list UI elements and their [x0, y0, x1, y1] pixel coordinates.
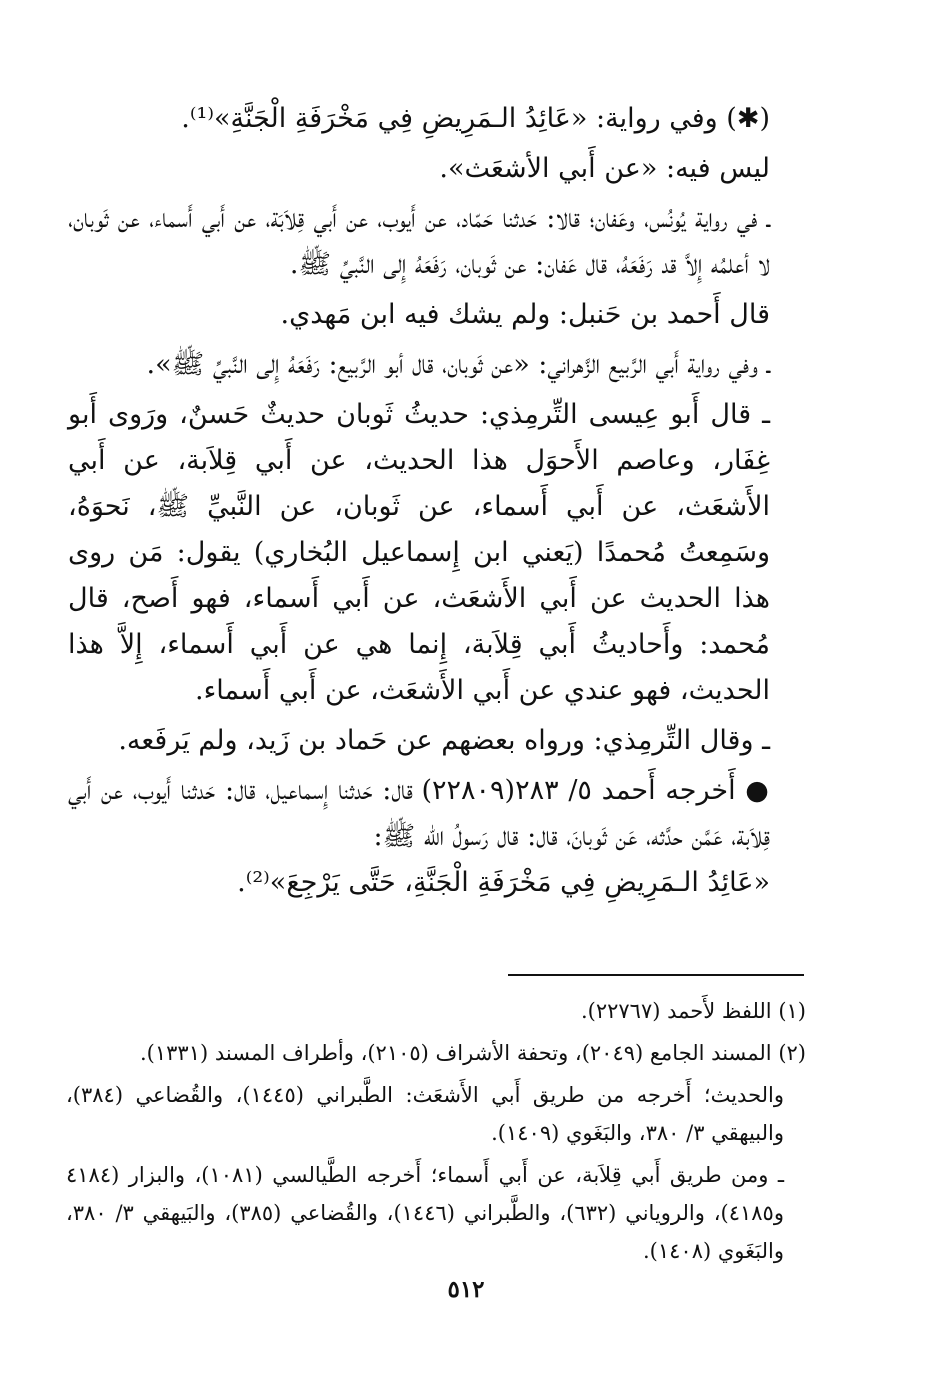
paragraph-5: ـ وفي رواية أَبي الرَّبيع الزَّهراني: «عن ثَوبان، قال أبو الرَّبيع: رَفَعَهُ إِلى النَّبيِّ ﷺ». [146, 349, 770, 380]
main-text [68, 96, 806, 910]
paragraph-7: ـ وقال التِّرمِذي: ورواه بعضهم عن حَماد بن زَيد، ولم يَرفَعه. [118, 725, 770, 756]
footnote-2-continuation-2: ـ ومن طريق أَبي قِلاَبة، عن أَبي أَسماء؛ أَخرجه الطَّيالسي (١٠٨١)، والبزار (٤١٨٤ و٤١٨٥)، والروياني (٦٣٢)، والطَّبراني (١٤٤٦)، والقُضاعي (٣٨٥)، والبَيهقي ٣/ ٣٨٠، والبَغَوي (١٤٠٨). [66, 1163, 784, 1263]
page-number: ٥١٢ [447, 1276, 485, 1303]
footnote-separator [508, 974, 804, 976]
paragraph-3: ـ في رواية يُونُس، وعَفان؛ قالا: حَدثنا حَمّاد، عن أَيوب، عن أَبي قِلاَبَة، عن أَبي أَسماء، عن ثَوبان، لا أعلمُه إِلاَّ قد رَفَعَهُ، قال عَفان: عن ثَوبان، رَفَعَهُ إِلى النَّبيِّ ﷺ. [68, 203, 770, 280]
footnote-2-continuation: والحديث؛ أَخرجه من طريق أَبي الأَشعَث: الطَّبراني (١٤٤٥)، والقُضاعي (٣٨٤)، والبيهقي ٣/ ٣٨٠، والبَغَوي (١٤٠٩). [66, 1083, 784, 1145]
paragraph-9: «عَائِدُ الـمَرِيضِ فِي مَخْرَفَةِ الْجَنَّةِ، حَتَّى يَرْجِعَ»⁽²⁾. [237, 867, 770, 898]
paragraph-8: ● أَخرجه أَحمد ٥/ ٢٨٣(٢٢٨٠٩) قال: حَدثنا إِسماعيل، قال: حَدثنا أَيوب، عن أَبي قِلاَبة، عَمَّن حدَّثه، عَن ثَوبانَ، قال: قال رَسولُ الله ﷺ: [68, 775, 770, 852]
paragraph-2: ليس فيه: «عن أَبي الأشعَث». [439, 153, 770, 184]
footnote-1: (١) اللفظ لأَحمد (٢٢٧٦٧). [580, 999, 806, 1023]
footnote-2: (٢) المسند الجامع (٢٠٤٩)، وتحفة الأشراف (٢١٠٥)، وأطراف المسند (١٣٣١). [140, 1041, 806, 1065]
paragraph-1: (✱) وفي رواية: «عَائِدُ الـمَرِيضِ فِي مَخْرَفَةِ الْجَنَّةِ»⁽¹⁾. [181, 103, 770, 134]
paragraph-4: قال أَحمد بن حَنبل: ولم يشك فيه ابن مَهدي. [280, 299, 770, 330]
paragraph-6: ـ قال أَبو عِيسى التِّرمِذي: حديثُ ثَوبان حديثٌ حَسنٌ، ورَوى أَبو غِفَار، وعاصم الأَحوَل هذا الحديث، عن أَبي قِلاَبة، عن أَبي الأَشعَث، عن أَبي أَسماء، عن ثَوبان، عن النَّبيِّ ﷺ، نَحوَهُ، وسَمِعتُ مُحمدًا (يَعني ابن إِسماعيل البُخاري) يقول: مَن روى هذا الحديث عن أَبي الأَشعَث، عن أَبي أَسماء، فهو أَصح، قال مُحمد: وأَحاديثُ أَبي قِلاَبة، إِنما هي عن أَبي أَسماء، إِلاَّ هذا الحديث، فهو عندي عن أَبي الأَشعَث، عن أَبي أَسماء. [68, 399, 770, 706]
footnotes [66, 992, 806, 1274]
